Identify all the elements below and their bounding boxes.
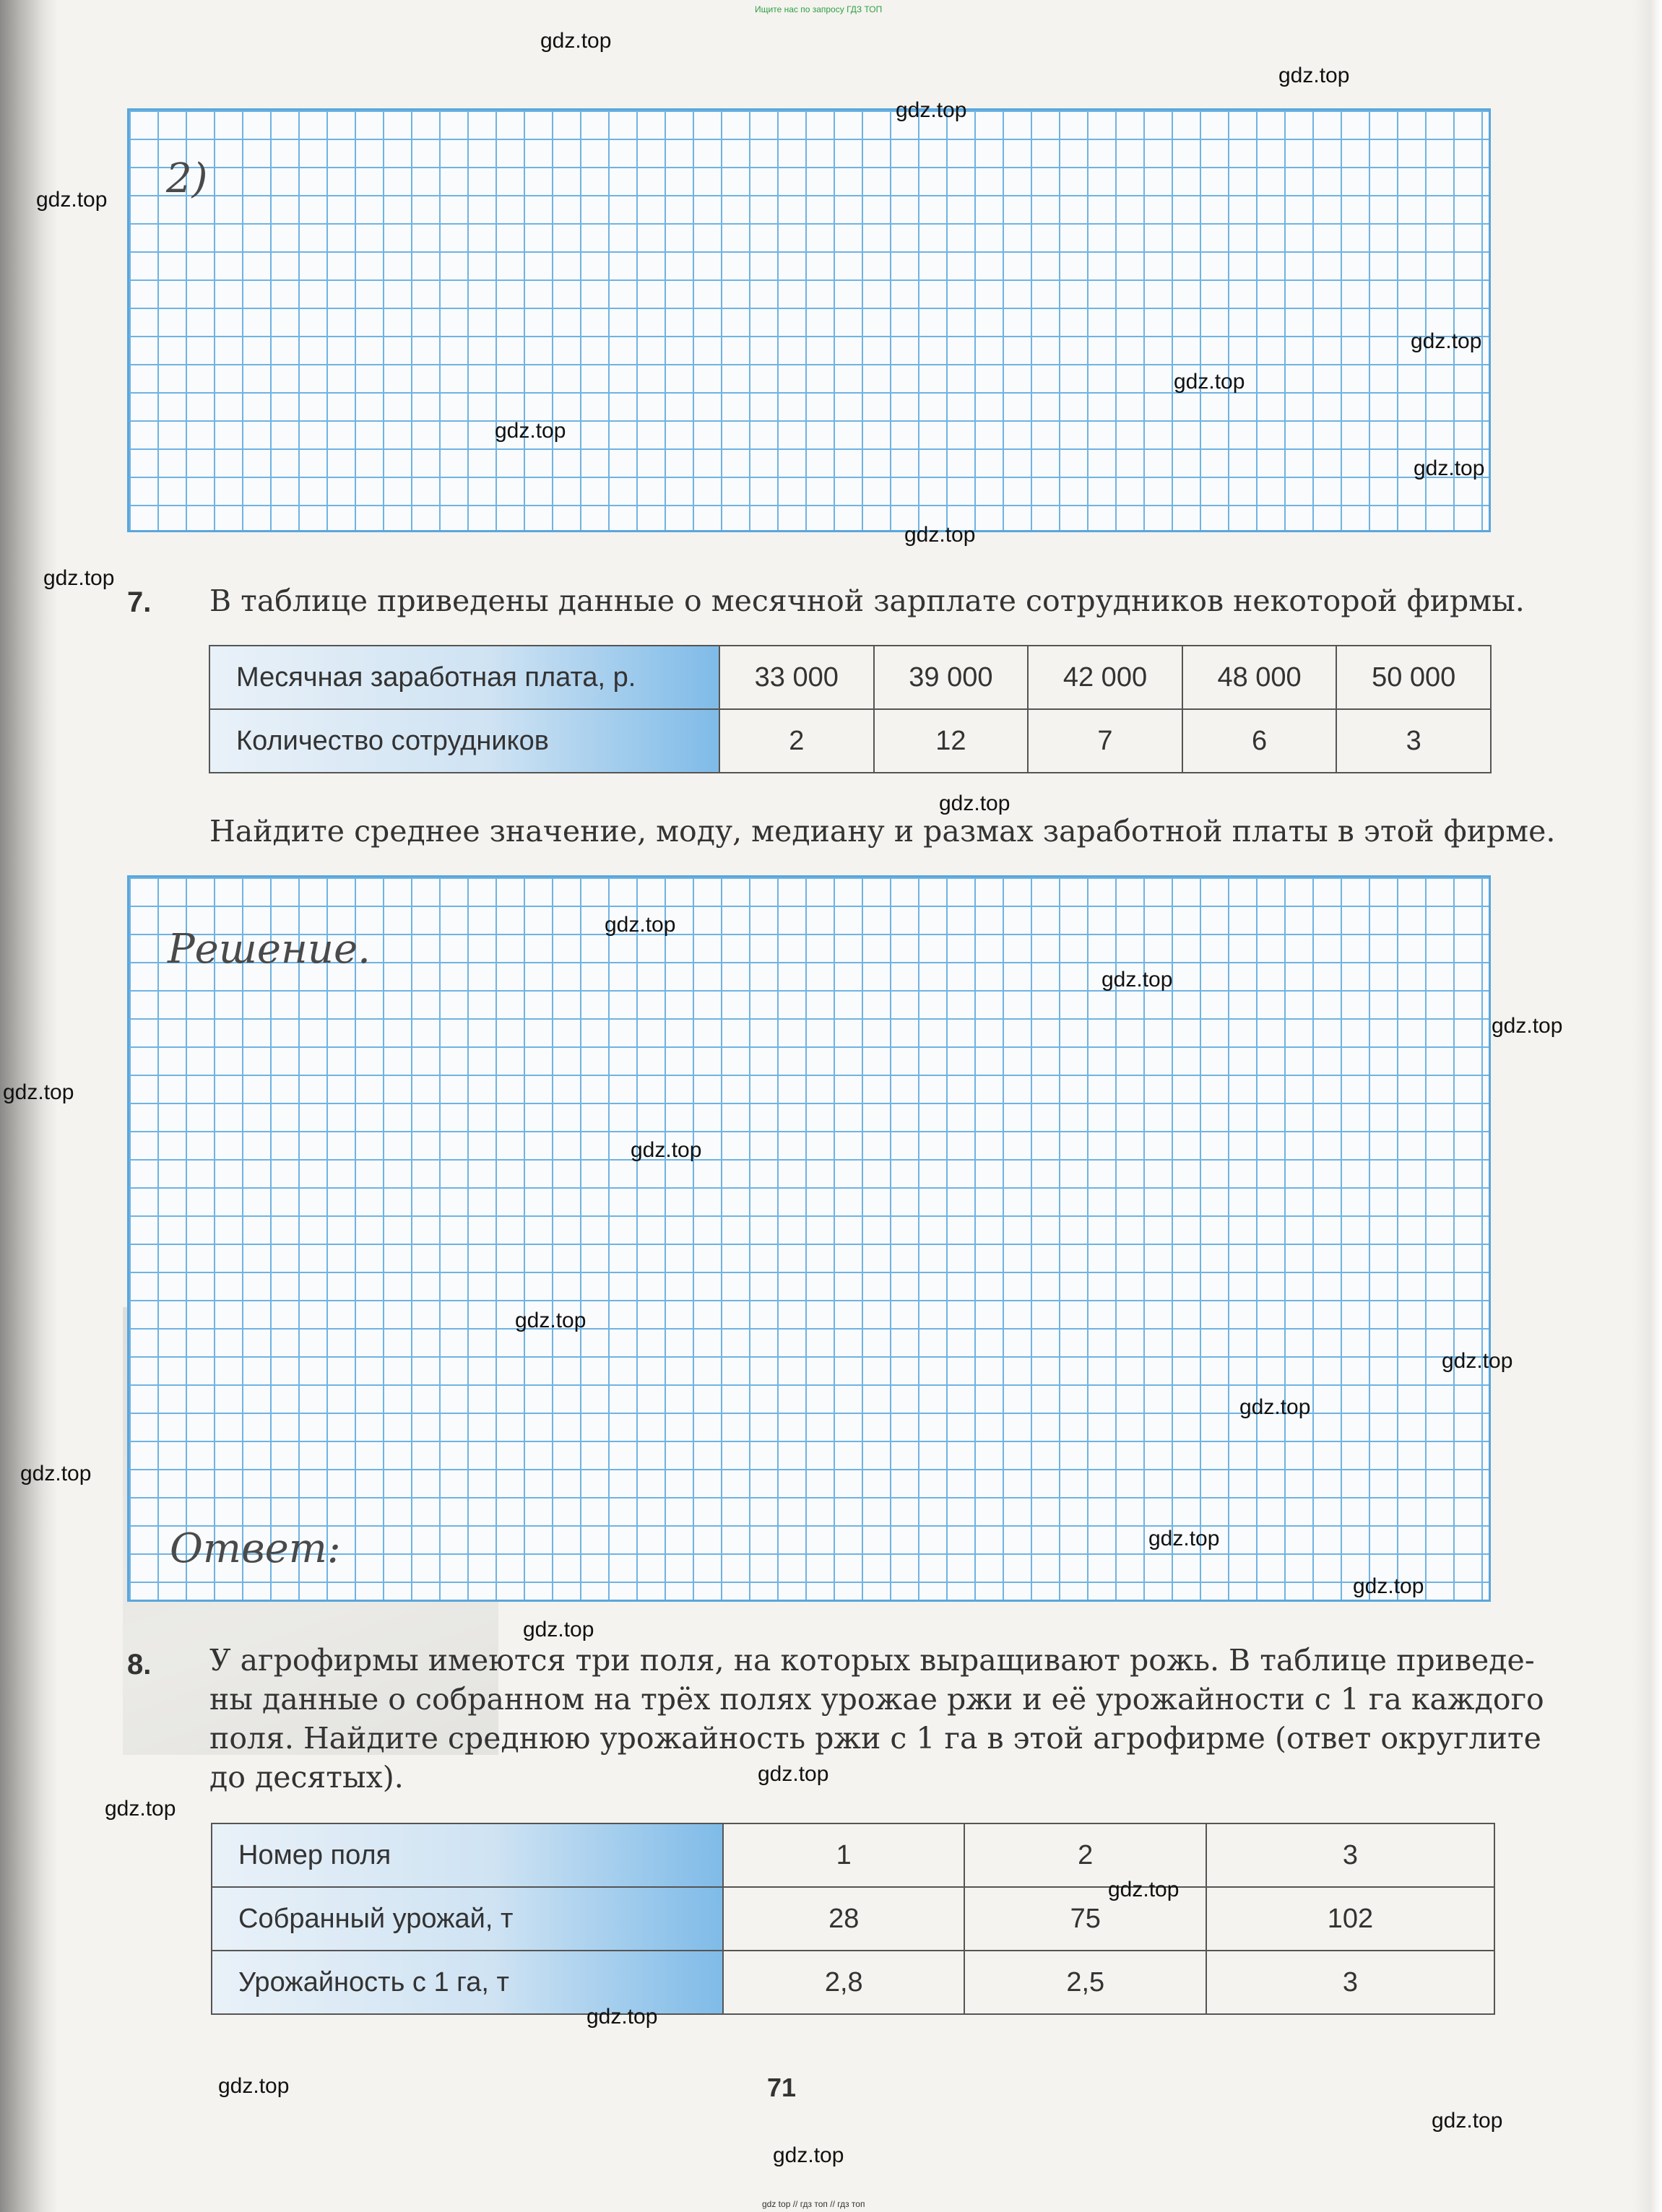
table-cell: 2 xyxy=(719,709,874,773)
watermark: gdz.top xyxy=(773,2143,844,2167)
task-8-text xyxy=(209,1641,1544,1797)
task-8-number: 8. xyxy=(127,1649,152,1680)
table-cell: 33 000 xyxy=(719,646,874,709)
table-row xyxy=(212,1951,1494,2014)
watermark: gdz.top xyxy=(1432,2109,1503,2133)
table-cell: 7 xyxy=(1028,709,1182,773)
watermark: gdz.top xyxy=(523,1618,594,1641)
table-cell: 2 xyxy=(964,1823,1206,1887)
table-header-cell: Номер поля xyxy=(212,1823,723,1887)
task-8-harvest-table xyxy=(211,1823,1495,2015)
book-spine-shadow xyxy=(0,0,58,2212)
table-cell: 3 xyxy=(1206,1951,1494,2014)
watermark: gdz.top xyxy=(105,1797,176,1821)
watermark: gdz.top xyxy=(36,188,108,212)
watermark: gdz.top xyxy=(43,566,115,590)
solution-grid-task-7 xyxy=(127,875,1491,1602)
watermark: gdz.top xyxy=(1442,1349,1513,1373)
answer-label: Ответ: xyxy=(170,1525,341,1572)
table-cell: 6 xyxy=(1182,709,1337,773)
answer-grid-part-2 xyxy=(127,108,1491,532)
task-8-text-line: У агрофирмы имеются три поля, на которых выращивают рожь. В таблице приведе- xyxy=(209,1643,1535,1678)
watermark: gdz.top xyxy=(758,1762,829,1786)
watermark: gdz.top xyxy=(1239,1395,1311,1419)
table-row xyxy=(209,709,1491,773)
table-cell: 12 xyxy=(874,709,1029,773)
watermark: gdz.top xyxy=(495,419,566,443)
task-7-salary-table xyxy=(209,645,1492,773)
task-8-text-line: поля. Найдите среднюю урожайность ржи с 1 га в этой агрофирме (ответ округлите xyxy=(209,1721,1541,1756)
task-7-text: В таблице приведены данные о месячной зарплате сотрудников некоторой фирмы. xyxy=(209,584,1525,618)
table-cell: 3 xyxy=(1336,709,1491,773)
watermark: gdz.top xyxy=(631,1138,702,1162)
watermark: gdz.top xyxy=(1278,64,1350,87)
table-row xyxy=(209,646,1491,709)
watermark: gdz.top xyxy=(540,29,612,53)
table-row xyxy=(212,1823,1494,1887)
watermark: gdz.top xyxy=(1148,1527,1220,1550)
solution-label: Решение. xyxy=(168,926,371,973)
task-7-number: 7. xyxy=(127,586,152,618)
watermark: gdz.top xyxy=(896,98,967,122)
watermark: gdz.top xyxy=(218,2074,290,2098)
table-cell: 2,8 xyxy=(723,1951,964,2014)
watermark: gdz.top xyxy=(1414,456,1485,480)
task-8-text-line: ны данные о собранном на трёх полях урожае ржи и её урожайности с 1 га каждого xyxy=(209,1682,1544,1717)
table-header-cell: Собранный урожай, т xyxy=(212,1887,723,1951)
page-number: 71 xyxy=(767,2073,797,2102)
watermark: gdz.top xyxy=(515,1309,587,1332)
table-cell: 3 xyxy=(1206,1823,1494,1887)
table-cell: 28 xyxy=(723,1887,964,1951)
table-cell: 75 xyxy=(964,1887,1206,1951)
table-cell: 39 000 xyxy=(874,646,1029,709)
task-8-text-line: до десятых). xyxy=(209,1760,404,1795)
table-cell: 42 000 xyxy=(1028,646,1182,709)
part-2-label: 2) xyxy=(166,155,208,202)
watermark: gdz.top xyxy=(939,791,1010,815)
header-note: Ищите нас по запросу ГДЗ ТОП xyxy=(755,4,883,14)
table-header-cell: Месячная заработная плата, р. xyxy=(209,646,719,709)
table-header-cell: Количество сотрудников xyxy=(209,709,719,773)
watermark: gdz.top xyxy=(20,1462,92,1485)
footer-note: gdz top // гдз топ // гдз топ xyxy=(762,2199,865,2209)
watermark: gdz.top xyxy=(605,913,676,937)
table-header-cell: Урожайность с 1 га, т xyxy=(212,1951,723,2014)
table-cell: 50 000 xyxy=(1336,646,1491,709)
table-row xyxy=(212,1887,1494,1951)
watermark: gdz.top xyxy=(1108,1878,1180,1901)
watermark: gdz.top xyxy=(1101,968,1173,992)
table-cell: 48 000 xyxy=(1182,646,1337,709)
watermark: gdz.top xyxy=(1411,329,1482,353)
table-cell: 1 xyxy=(723,1823,964,1887)
watermark: gdz.top xyxy=(1174,370,1245,394)
watermark: gdz.top xyxy=(3,1080,74,1104)
watermark: gdz.top xyxy=(904,523,976,547)
watermark: gdz.top xyxy=(1492,1014,1563,1038)
page-edge xyxy=(1633,0,1662,2212)
table-cell: 2,5 xyxy=(964,1951,1206,2014)
table-cell: 102 xyxy=(1206,1887,1494,1951)
task-7-question: Найдите среднее значение, моду, медиану и размах заработной платы в этой фирме. xyxy=(209,814,1556,849)
watermark: gdz.top xyxy=(1353,1574,1424,1598)
watermark: gdz.top xyxy=(587,2005,658,2029)
